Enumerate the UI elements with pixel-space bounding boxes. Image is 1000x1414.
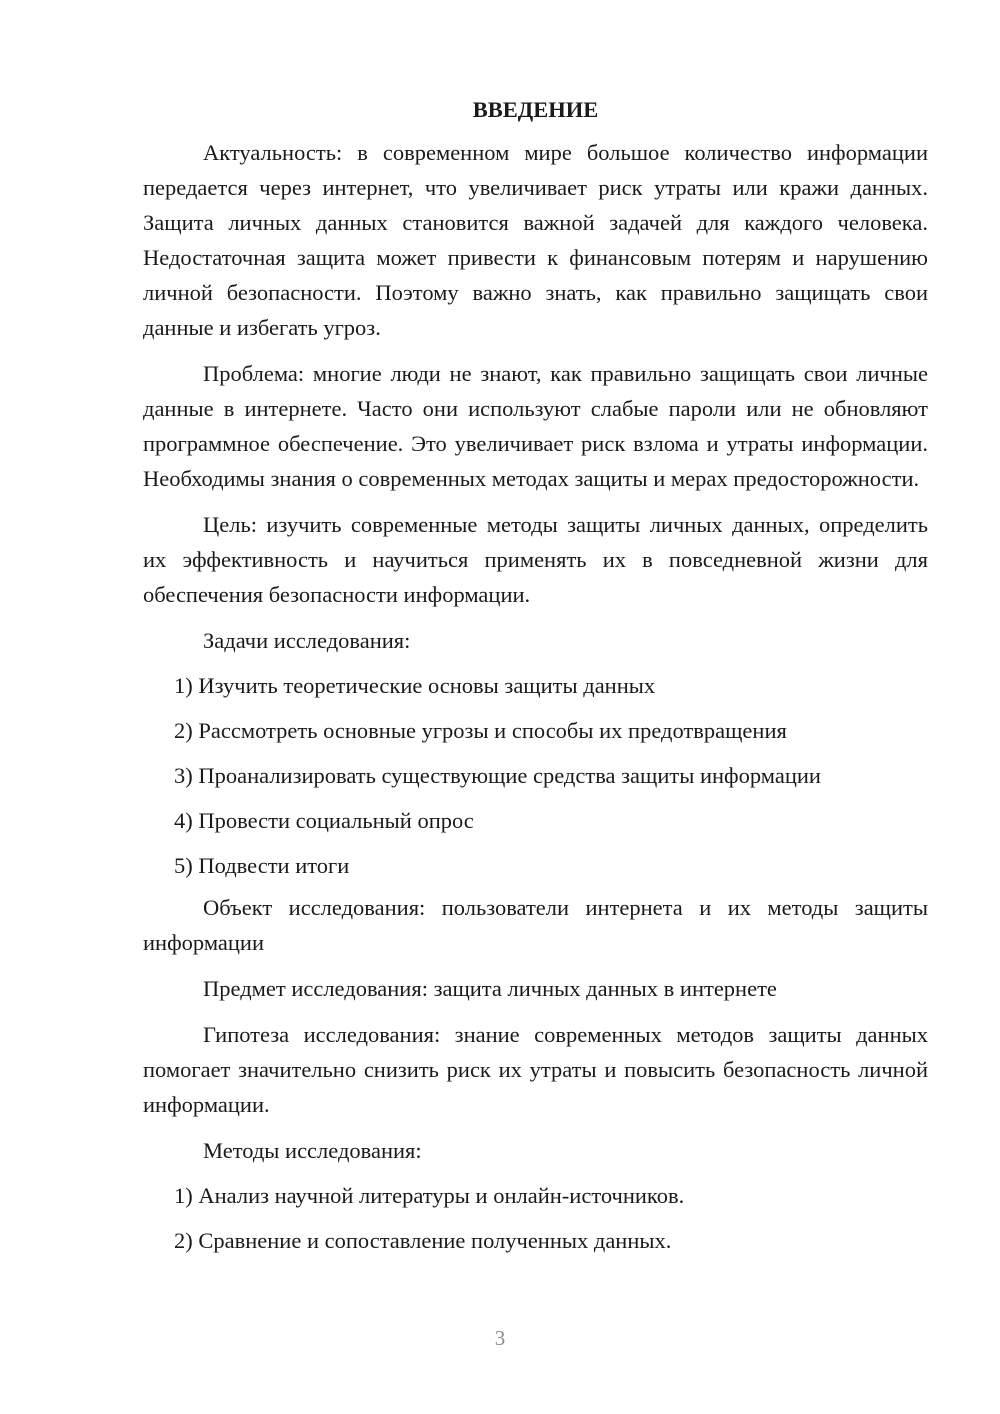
- document-page: [143, 96, 928, 1268]
- methods-list: [143, 1178, 928, 1258]
- tasks-list: [143, 668, 928, 883]
- section-title: ВВЕДЕНИЕ: [472, 97, 599, 122]
- task-item: 2) Рассмотреть основные угрозы и способы их предотвращения: [174, 718, 787, 743]
- task-item: 1) Изучить теоретические основы защиты данных: [174, 673, 656, 698]
- task-item: 5) Подвести итоги: [174, 853, 350, 878]
- method-item: 2) Сравнение и сопоставление полученных данных.: [174, 1228, 672, 1253]
- task-item: 4) Провести социальный опрос: [174, 808, 474, 833]
- object-paragraph: Объект исследования: пользователи интернета и их методы защиты информации: [143, 895, 928, 955]
- tasks-heading: Задачи исследования:: [203, 628, 411, 653]
- method-item: 1) Анализ научной литературы и онлайн-источников.: [174, 1183, 685, 1208]
- subject-paragraph: Предмет исследования: защита личных данных в интернете: [203, 976, 777, 1001]
- methods-heading: Методы исследования:: [203, 1138, 422, 1163]
- hypothesis-paragraph: Гипотеза исследования: знание современных методов защиты данных помогает значительно снизить риск их утраты и повысить безопасность личной информации.: [143, 1022, 928, 1117]
- problem-paragraph: Проблема: многие люди не знают, как правильно защищать свои личные данные в интернете. Часто они используют слабые пароли или не обновляют программное обеспечение. Это увеличивает риск взлома и утраты информации. Необходимы знания о современных методах защиты и мерах предосторожности.: [143, 361, 928, 491]
- goal-paragraph: Цель: изучить современные методы защиты личных данных, определить их эффективность и научиться применять их в повседневной жизни для обеспечения безопасности информации.: [143, 512, 928, 607]
- page-number: 3: [494, 1326, 506, 1350]
- relevance-paragraph: Актуальность: в современном мире большое количество информации передается через интернет, что увеличивает риск утраты или кражи данных. Защита личных данных становится важной задачей для каждого человека. Недостаточная защита может привести к финансовым потерям и нарушению личной безопасности. Поэтому важно знать, как правильно защищать свои данные и избегать угроз.: [143, 140, 928, 340]
- task-item: 3) Проанализировать существующие средства защиты информации: [174, 763, 821, 788]
